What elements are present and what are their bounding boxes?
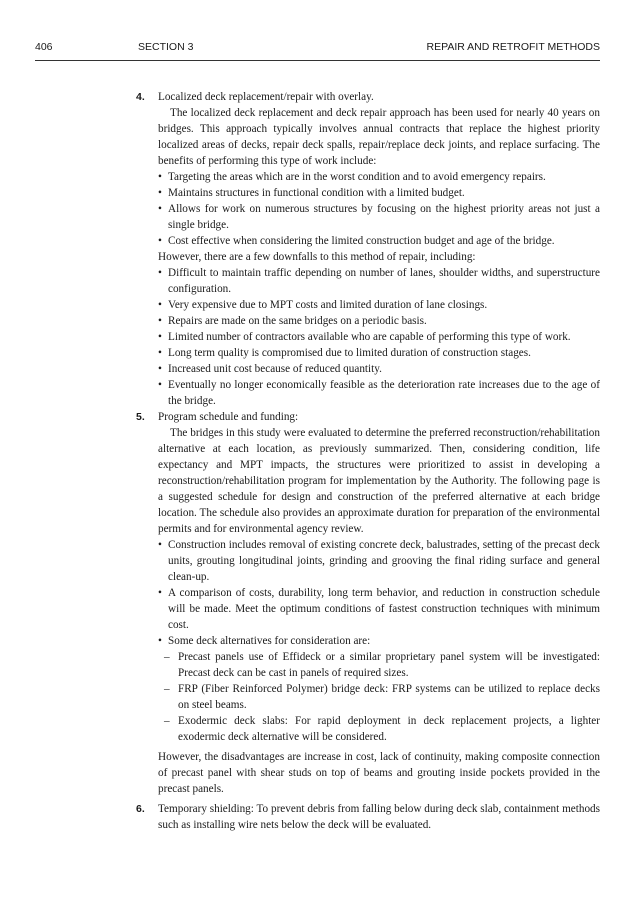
section-label: SECTION 3 <box>138 41 194 53</box>
page-body <box>136 89 600 833</box>
running-title: REPAIR AND RETROFIT METHODS <box>426 41 600 53</box>
bullet: • Some deck alternatives for consideration are: <box>158 633 600 649</box>
item-number: 5. <box>136 411 145 423</box>
item-6 <box>136 801 600 833</box>
paragraph: Temporary shielding: To prevent debris from falling below during deck slab, containment methods such as installing wire nets below the deck will be evaluated. <box>158 803 600 831</box>
bullet: • Increased unit cost because of reduced quantity. <box>158 361 600 377</box>
bullet: • Eventually no longer economically feasible as the deterioration rate increases due to the age of the bridge. <box>158 377 600 409</box>
bullet: • Very expensive due to MPT costs and limited duration of lane closings. <box>158 297 600 313</box>
dash-item: – Precast panels use of Effideck or a similar proprietary panel system will be investigated: Precast deck can be cast in panels of required sizes. <box>158 649 600 681</box>
bullet: • Cost effective when considering the limited construction budget and age of the bridge. <box>158 233 600 249</box>
item-4 <box>136 89 600 409</box>
page-header <box>35 41 600 57</box>
bullet: • Long term quality is compromised due to limited duration of construction stages. <box>158 345 600 361</box>
bullet: • Allows for work on numerous structures by focusing on the highest priority areas not just a single bridge. <box>158 201 600 233</box>
bullet: • Limited number of contractors available who are capable of performing this type of work. <box>158 329 600 345</box>
paragraph: However, there are a few downfalls to this method of repair, including: <box>158 251 476 263</box>
item-number: 4. <box>136 91 145 103</box>
dash-item: – FRP (Fiber Reinforced Polymer) bridge deck: FRP systems can be utilized to replace decks on steel beams. <box>158 681 600 713</box>
item-title: Localized deck replacement/repair with overlay. <box>158 91 374 103</box>
paragraph: However, the disadvantages are increase in cost, lack of continuity, making composite connection of precast panel with shear studs on top of beams and grouting inside pockets provided in the precast panels. <box>158 751 600 795</box>
paragraph: The localized deck replacement and deck repair approach has been used for nearly 40 years on bridges. This approach typically involves annual contracts that replace the highest priority localized areas of decks, repair deck spalls, repair/replace deck joints, and replace surfacing. The benefits of performing this type of work include: <box>158 107 600 167</box>
page-number: 406 <box>35 41 53 53</box>
paragraph: The bridges in this study were evaluated to determine the preferred reconstruction/rehabilitation alternative at each location, as previously summarized. Then, considering condition, life expectancy and MPT impacts, the structures were prioritized to assist in developing a reconstruction/rehabilitation program for implementation by the Authority. The following page is a suggested schedule for design and construction of the preferred alternative at each bridge location. The schedule also provides an approximate duration for preparation of the environmental permits and for environmental agency review. <box>158 427 600 535</box>
item-title: Program schedule and funding: <box>158 411 299 423</box>
bullet: • Difficult to maintain traffic depending on number of lanes, shoulder widths, and superstructure configuration. <box>158 265 600 297</box>
bullet: • Construction includes removal of existing concrete deck, balustrades, setting of the precast deck units, grouting longitudinal joints, grinding and grooving the final riding surface and general clean-up. <box>158 537 600 585</box>
bullet: • A comparison of costs, durability, long term behavior, and reduction in construction schedule will be made. Meet the optimum conditions of fastest construction techniques with minimum cost. <box>158 585 600 633</box>
bullet: • Maintains structures in functional condition with a limited budget. <box>158 185 600 201</box>
item-number: 6. <box>136 803 145 815</box>
bullet: • Targeting the areas which are in the worst condition and to avoid emergency repairs. <box>158 169 600 185</box>
item-5 <box>136 409 600 797</box>
header-rule <box>35 60 600 61</box>
bullet: • Repairs are made on the same bridges on a periodic basis. <box>158 313 600 329</box>
dash-item: – Exodermic deck slabs: For rapid deployment in deck replacement projects, a lighter exodermic deck alternative will be considered. <box>158 713 600 745</box>
